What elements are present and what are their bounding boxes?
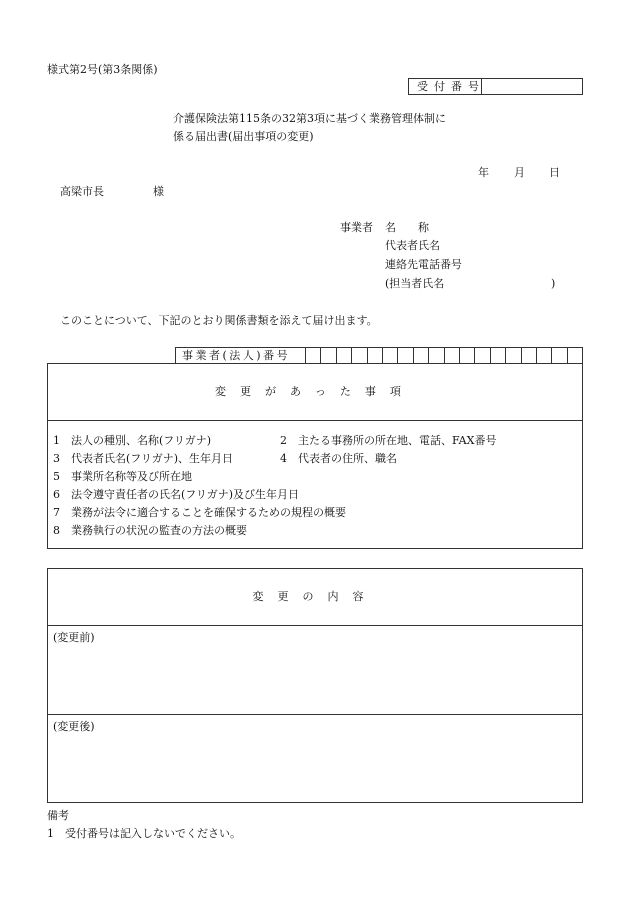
operator-number-box [175, 347, 583, 364]
applicant-phone-label: 連絡先電話番号 [385, 258, 462, 271]
form-title-line2: 係る届出書(届出事項の変更) [173, 130, 314, 143]
operator-number-digit-cell[interactable] [567, 348, 582, 363]
applicant-contact-label: (担当者氏名 [385, 277, 445, 290]
operator-number-digit-cell[interactable] [505, 348, 520, 363]
operator-number-digit-cell[interactable] [336, 348, 351, 363]
changed-item-3[interactable]: 3 代表者氏名(フリガナ)、生年月日 [53, 452, 234, 465]
changed-item-8[interactable]: 8 業務執行の状況の監査の方法の概要 [53, 524, 247, 537]
operator-number-digit-cell[interactable] [428, 348, 443, 363]
before-change-label: (変更前) [53, 631, 95, 644]
changed-items-box [47, 363, 583, 549]
operator-number-digit-cell[interactable] [490, 348, 505, 363]
change-content-divider-mid [48, 714, 582, 715]
operator-number-digit-cell[interactable] [521, 348, 536, 363]
operator-number-digit-cell[interactable] [351, 348, 366, 363]
change-content-heading: 変更の内容 [252, 590, 378, 603]
change-content-divider-top [48, 625, 582, 626]
reception-number-label: 受付番号 [417, 80, 485, 93]
operator-number-digit-cell[interactable] [367, 348, 382, 363]
before-change-field[interactable] [53, 647, 577, 711]
form-number: 様式第2号(第3条関係) [47, 63, 158, 76]
operator-number-digit-cell[interactable] [551, 348, 566, 363]
changed-item-5[interactable]: 5 事業所名称等及び所在地 [53, 470, 192, 483]
after-change-label: (変更後) [53, 720, 95, 733]
change-content-box [47, 568, 583, 803]
date-year-label: 年 [478, 166, 489, 179]
applicant-rep-label: 代表者氏名 [385, 239, 440, 252]
operator-number-digit-cell[interactable] [459, 348, 474, 363]
date-month-label: 月 [514, 166, 525, 179]
addressee-name: 高梁市長 [60, 185, 104, 198]
reception-number-field[interactable] [481, 79, 582, 94]
changed-item-6[interactable]: 6 法令遵守責任者の氏名(フリガナ)及び生年月日 [53, 488, 300, 501]
operator-number-digit-cell[interactable] [444, 348, 459, 363]
operator-number-digit-cell[interactable] [474, 348, 489, 363]
operator-number-digit-cell[interactable] [536, 348, 551, 363]
changed-item-7[interactable]: 7 業務が法令に適合することを確保するための規程の概要 [53, 506, 346, 519]
operator-number-label: 事業者(法人)番号 [182, 349, 291, 362]
date-day-label: 日 [549, 166, 560, 179]
reception-number-box [408, 78, 583, 95]
remarks-heading: 備考 [47, 809, 69, 822]
form-title-line1: 介護保険法第115条の32第3項に基づく業務管理体制に [173, 112, 446, 125]
body-text: このことについて、下記のとおり関係書類を添えて届け出ます。 [60, 314, 378, 327]
changed-item-1[interactable]: 1 法人の種別、名称(フリガナ) [53, 434, 212, 447]
addressee-honorific: 様 [153, 185, 164, 198]
applicant-contact-close: ) [551, 277, 556, 290]
changed-item-2[interactable]: 2 主たる事務所の所在地、電話、FAX番号 [280, 434, 497, 447]
changed-item-4[interactable]: 4 代表者の住所、職名 [280, 452, 397, 465]
operator-number-digit-cell[interactable] [305, 348, 320, 363]
after-change-field[interactable] [53, 736, 577, 798]
operator-number-digit-cell[interactable] [413, 348, 428, 363]
operator-number-digit-cell[interactable] [320, 348, 335, 363]
changed-items-divider [48, 420, 582, 421]
operator-number-digit-cell[interactable] [397, 348, 412, 363]
applicant-name-label: 名 称 [385, 221, 429, 234]
changed-items-heading: 変更があった事項 [215, 385, 415, 398]
applicant-section-label: 事業者 [340, 221, 373, 234]
operator-number-digit-cell[interactable] [382, 348, 397, 363]
remarks-note: 1 受付番号は記入しないでください。 [47, 827, 241, 840]
